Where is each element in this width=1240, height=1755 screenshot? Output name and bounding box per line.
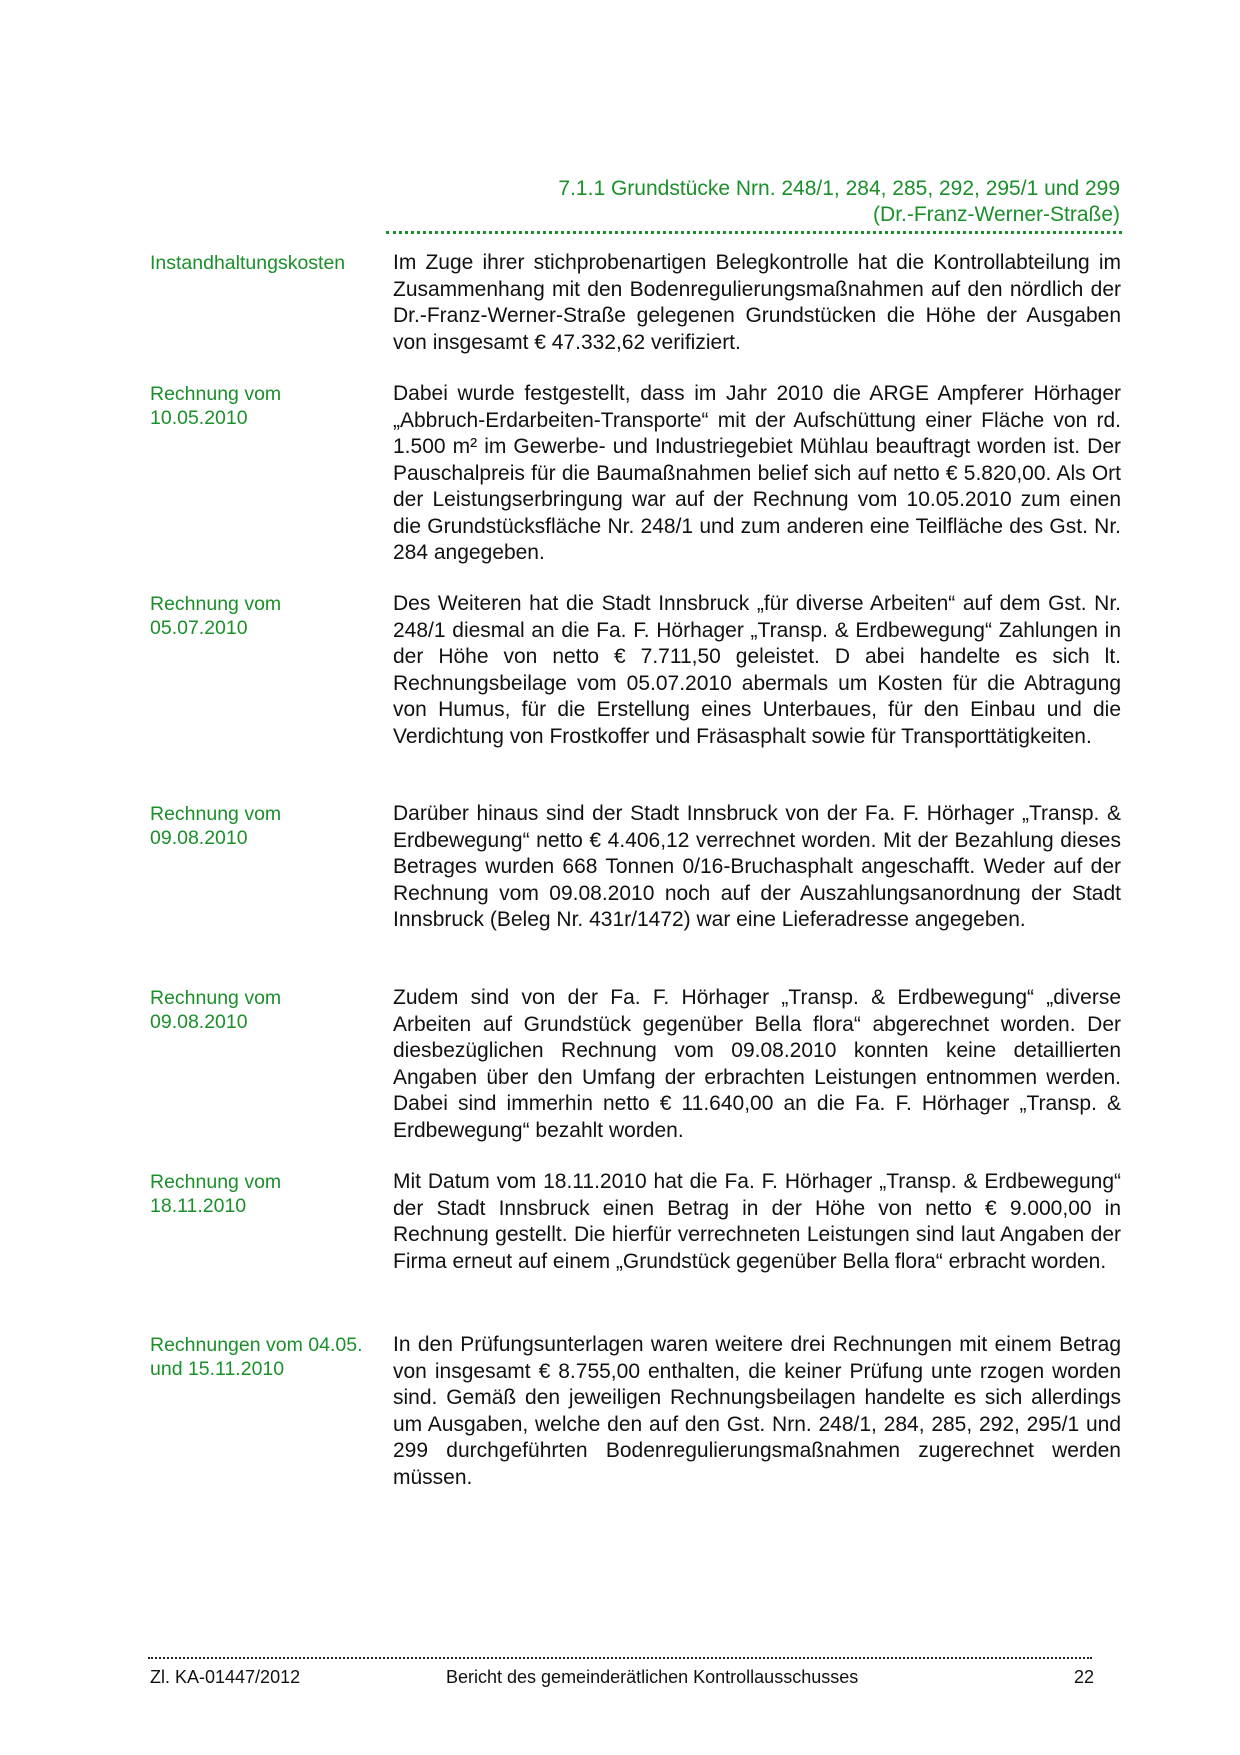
section-heading <box>386 176 1120 228</box>
margin-label: Rechnung vom 05.07.2010 <box>150 593 282 639</box>
margin-label: Rechnung vom 18.11.2010 <box>150 1171 282 1217</box>
paragraph: Im Zuge ihrer stichprobenartigen Belegkontrolle hat die Kontrollabteilung im Zusammenhang mit den Bodenregulierungsmaßnahmen auf den nördlich der Dr.-Franz-Werner-Straße gelegenen Grundstücken die Höhe der Ausgaben von insgesamt € 47.332,62 verifiziert. <box>393 251 1121 354</box>
section-heading-subtitle: (Dr.-Franz-Werner-Straße) <box>873 203 1120 226</box>
paragraph: In den Prüfungsunterlagen waren weitere drei Rechnungen mit einem Betrag von insgesamt € 8.755,00 enthalten, die keiner Prüfung unte rzogen worden sind. Gemäß den jeweiligen Rechnungsbeilagen handelte es sich allerdings um Ausgaben, welche den auf den Gst. Nrn. 248/1, 284, 285, 292, 295/1 und 299 durchgeführten Bodenregulierungsmaßnahmen zugerechnet werden müssen. <box>393 1333 1121 1489</box>
margin-label: Rechnung vom 09.08.2010 <box>150 987 282 1033</box>
footer-reference: Zl. KA-01447/2012 <box>150 1667 301 1687</box>
margin-label: Rechnung vom 10.05.2010 <box>150 383 282 429</box>
footer-title: Bericht des gemeinderätlichen Kontrollausschusses <box>446 1667 859 1687</box>
section-heading-title: 7.1.1 Grundstücke Nrn. 248/1, 284, 285, 292, 295/1 und 299 <box>558 177 1120 200</box>
paragraph: Mit Datum vom 18.11.2010 hat die Fa. F. Hörhager „Transp. & Erdbewegung“ der Stadt Innsbruck einen Betrag in der Höhe von netto € 9.000,00 in Rechnung gestellt. Die hierfür verrechneten Leistungen sind laut Angaben der Firma erneut auf einem „Grundstück gegenüber Bella flora“ erbracht worden. <box>393 1170 1121 1273</box>
margin-label: Instandhaltungskosten <box>150 252 346 274</box>
margin-label: Rechnung vom 09.08.2010 <box>150 803 282 849</box>
paragraph: Dabei wurde festgestellt, dass im Jahr 2010 die ARGE Ampferer Hörhager „Abbruch-Erdarbeiten-Transporte“ mit der Aufschüttung einer Fläche von rd. 1.500 m² im Gewerbe- und Industriegebiet Mühlau beauftragt worden ist. Der Pauschalpreis für die Baumaßnahmen belief sich auf netto € 5.820,00. Als Ort der Leistungserbringung war auf der Rechnung vom 10.05.2010 zum einen die Grundstücksfläche Nr. 248/1 und zum anderen eine Teilfläche des Gst. Nr. 284 angegeben. <box>393 382 1121 564</box>
paragraph: Darüber hinaus sind der Stadt Innsbruck von der Fa. F. Hörhager „Transp. & Erdbewegung“ netto € 4.406,12 verrechnet worden. Mit der Bezahlung dieses Betrages wurden 668 Tonnen 0/16-Bruchasphalt angeschafft. Weder auf der Rechnung vom 09.08.2010 noch auf der Auszahlungsanordnung der Stadt Innsbruck (Beleg Nr. 431r/1472) war eine Lieferadresse angegeben. <box>393 802 1121 931</box>
heading-divider <box>386 231 1122 234</box>
page-number: 22 <box>1074 1667 1095 1687</box>
paragraph: Zudem sind von der Fa. F. Hörhager „Transp. & Erdbewegung“ „diverse Arbeiten auf Grundstück gegenüber Bella flora“ abgerechnet worden. Der diesbezüglichen Rechnung vom 09.08.2010 konnten keine detaillierten Angaben über den Umfang der erbrachten Leistungen entnommen werden. Dabei sind immerhin netto € 11.640,00 an die Fa. F. Hörhager „Transp. & Erdbewegung“ bezahlt worden. <box>393 986 1121 1142</box>
paragraph: Des Weiteren hat die Stadt Innsbruck „für diverse Arbeiten“ auf dem Gst. Nr. 248/1 diesmal an die Fa. F. Hörhager „Transp. & Erdbewegung“ Zahlungen in der Höhe von netto € 7.711,50 geleistet. D abei handelte es sich lt. Rechnungsbeilage vom 05.07.2010 abermals um Kosten für die Abtragung von Humus, für die Erstellung eines Unterbaues, für den Einbau und die Verdichtung von Frostkoffer und Fräsasphalt sowie für Transporttätigkeiten. <box>393 592 1121 748</box>
margin-label: Rechnungen vom 04.05. und 15.11.2010 <box>150 1334 363 1380</box>
footer-divider <box>148 1657 1092 1659</box>
